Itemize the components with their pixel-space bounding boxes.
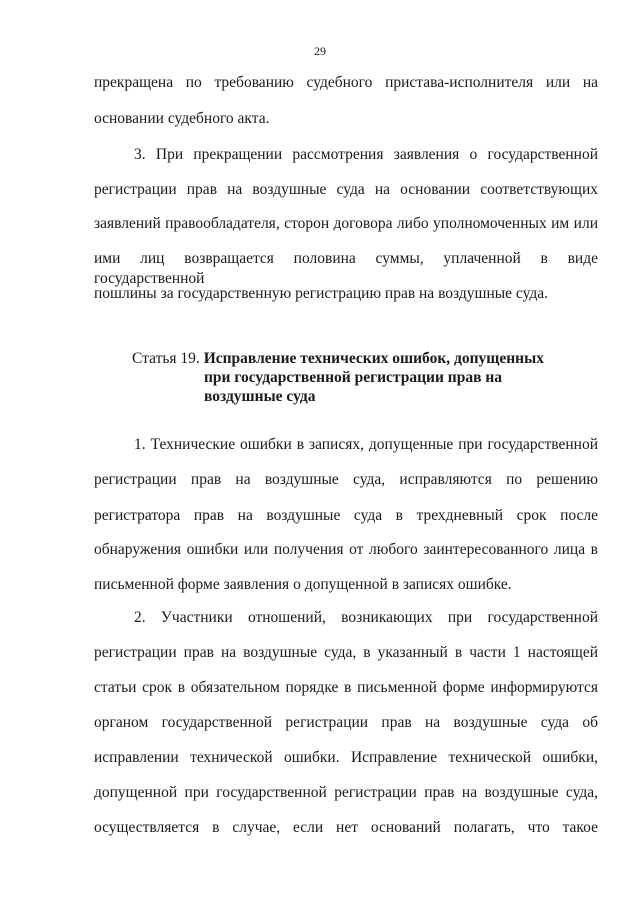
- article-title-line-2: при государственной регистрации прав на: [204, 369, 502, 386]
- text-line: ими лиц возвращается половина суммы, уплаченной в виде государственной: [94, 250, 598, 287]
- text-line: исправлении технической ошибки. Исправление технической ошибки,: [94, 749, 598, 766]
- page-number: 29: [314, 44, 326, 58]
- text-line: регистрации прав на воздушные суда, исправляются по решению: [94, 471, 598, 488]
- text-line: 1. Технические ошибки в записях, допущенные при государственной: [134, 436, 598, 453]
- text-line: основании судебного акта.: [94, 110, 270, 127]
- text-line: обнаружения ошибки или получения от любого заинтересованного лица в: [94, 541, 598, 558]
- text-line: регистрации прав на воздушные суда на основании соответствующих: [94, 181, 598, 198]
- text-line: осуществляется в случае, если нет оснований полагать, что такое: [94, 819, 598, 836]
- text-line: прекращена по требованию судебного пристава-исполнителя или на: [94, 74, 598, 91]
- text-line: регистрации прав на воздушные суда, в указанный в части 1 настоящей: [94, 644, 598, 661]
- text-line: письменной форме заявления о допущенной в записях ошибке.: [94, 576, 512, 593]
- article-title-line-3: воздушные суда: [204, 388, 316, 405]
- article-title: Исправление технических ошибок, допущенных: [203, 350, 544, 367]
- text-line: статьи срок в обязательном порядке в письменной форме информируются: [94, 679, 598, 696]
- text-line: 3. При прекращении рассмотрения заявления о государственной: [134, 146, 598, 163]
- text-line: допущенной при государственной регистрации прав на воздушные суда,: [94, 784, 598, 801]
- text-line: 2. Участники отношений, возникающих при государственной: [134, 609, 598, 626]
- article-heading-line-1: [132, 349, 544, 368]
- article-number: Статья 19.: [132, 350, 200, 367]
- text-line: органом государственной регистрации прав на воздушные суда об: [94, 714, 598, 731]
- text-line: заявлений правообладателя, сторон договора либо уполномоченных им или: [94, 215, 598, 232]
- text-line: регистратора прав на воздушные суда в трехдневный срок после: [94, 507, 598, 524]
- text-line: пошлины за государственную регистрацию прав на воздушные суда.: [94, 285, 548, 302]
